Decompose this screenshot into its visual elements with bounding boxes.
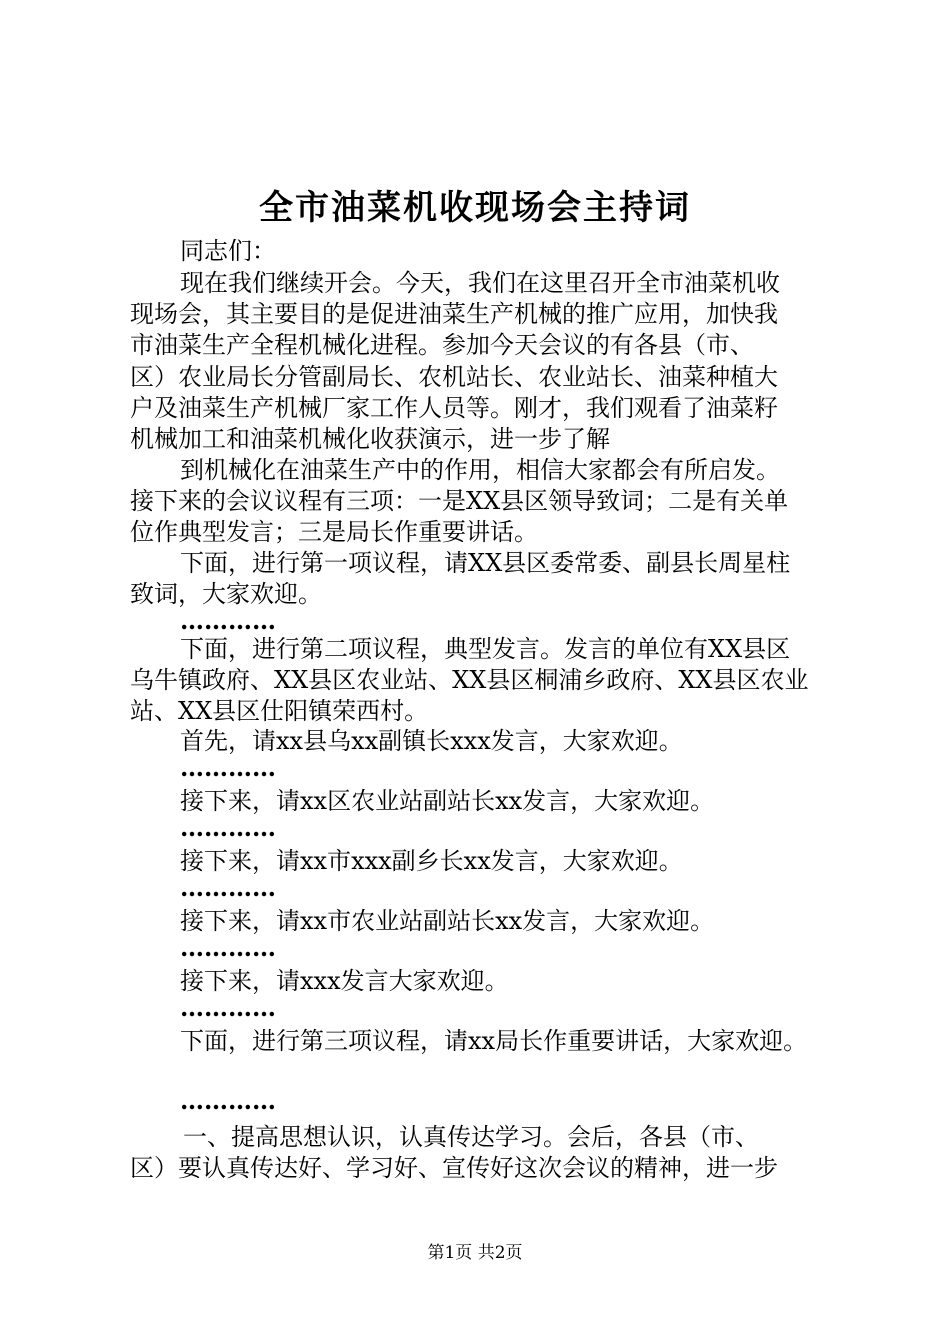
paragraph-line: 户及油菜生产机械厂家工作人员等。刚才，我们观看了油菜籽: [130, 394, 778, 422]
ellipsis-separator: …………: [180, 753, 276, 782]
salutation: 同志们：: [180, 237, 276, 265]
paragraph-line: 接下来，请xx市xxx副乡长xx发言，大家欢迎。: [180, 847, 683, 875]
paragraph-line: 致词，大家欢迎。: [130, 580, 322, 608]
ellipsis-separator: …………: [180, 873, 276, 902]
ellipsis-separator: …………: [180, 993, 276, 1022]
page-footer: 第1页 共2页: [427, 1243, 523, 1263]
paragraph-line: 机械加工和油菜机械化收获演示，进一步了解: [130, 425, 610, 453]
paragraph-line: 现场会，其主要目的是促进油菜生产机械的推广应用，加快我: [130, 300, 778, 328]
paragraph-line: 市油菜生产全程机械化进程。参加今天会议的有各县（市、: [130, 331, 754, 359]
paragraph-line: 站、XX县区仕阳镇荣西村。: [130, 697, 429, 725]
ellipsis-separator: …………: [180, 1086, 276, 1115]
paragraph-line: 一、提高思想认识，认真传达学习。会后，各县（市、: [183, 1123, 759, 1151]
ellipsis-separator: …………: [180, 933, 276, 962]
paragraph-line: 区）农业局长分管副局长、农机站长、农业站长、油菜种植大: [130, 363, 778, 391]
paragraph-line: 首先，请xx县乌xx副镇长xxx发言，大家欢迎。: [180, 727, 683, 755]
paragraph-line: 接下来，请xx区农业站副站长xx发言，大家欢迎。: [180, 787, 715, 815]
paragraph-line: 接下来，请xx市农业站副站长xx发言，大家欢迎。: [180, 907, 715, 935]
paragraph-line: 乌牛镇政府、XX县区农业站、XX县区桐浦乡政府、XX县区农业: [130, 666, 809, 694]
paragraph-line: 接下来，请xxx发言大家欢迎。: [180, 967, 509, 995]
paragraph-line: 下面，进行第三项议程，请xx局长作重要讲话，大家欢迎。: [180, 1027, 808, 1055]
paragraph-line: 下面，进行第一项议程，请XX县区委常委、副县长周星柱: [180, 549, 791, 577]
paragraph-line: 现在我们继续开会。今天，我们在这里召开全市油菜机收: [180, 269, 780, 297]
paragraph-line: 位作典型发言；三是局长作重要讲话。: [130, 518, 538, 546]
paragraph-line: 区）要认真传达好、学习好、宣传好这次会议的精神，进一步: [130, 1154, 778, 1182]
paragraph-line: 到机械化在油菜生产中的作用，相信大家都会有所启发。: [180, 456, 780, 484]
ellipsis-separator: …………: [180, 606, 276, 635]
ellipsis-separator: …………: [180, 813, 276, 842]
paragraph-line: 接下来的会议议程有三项：一是XX县区领导致词；二是有关单: [130, 487, 789, 515]
paragraph-line: 下面，进行第二项议程，典型发言。发言的单位有XX县区: [180, 635, 791, 663]
document-title: 全市油菜机收现场会主持词: [259, 188, 691, 228]
